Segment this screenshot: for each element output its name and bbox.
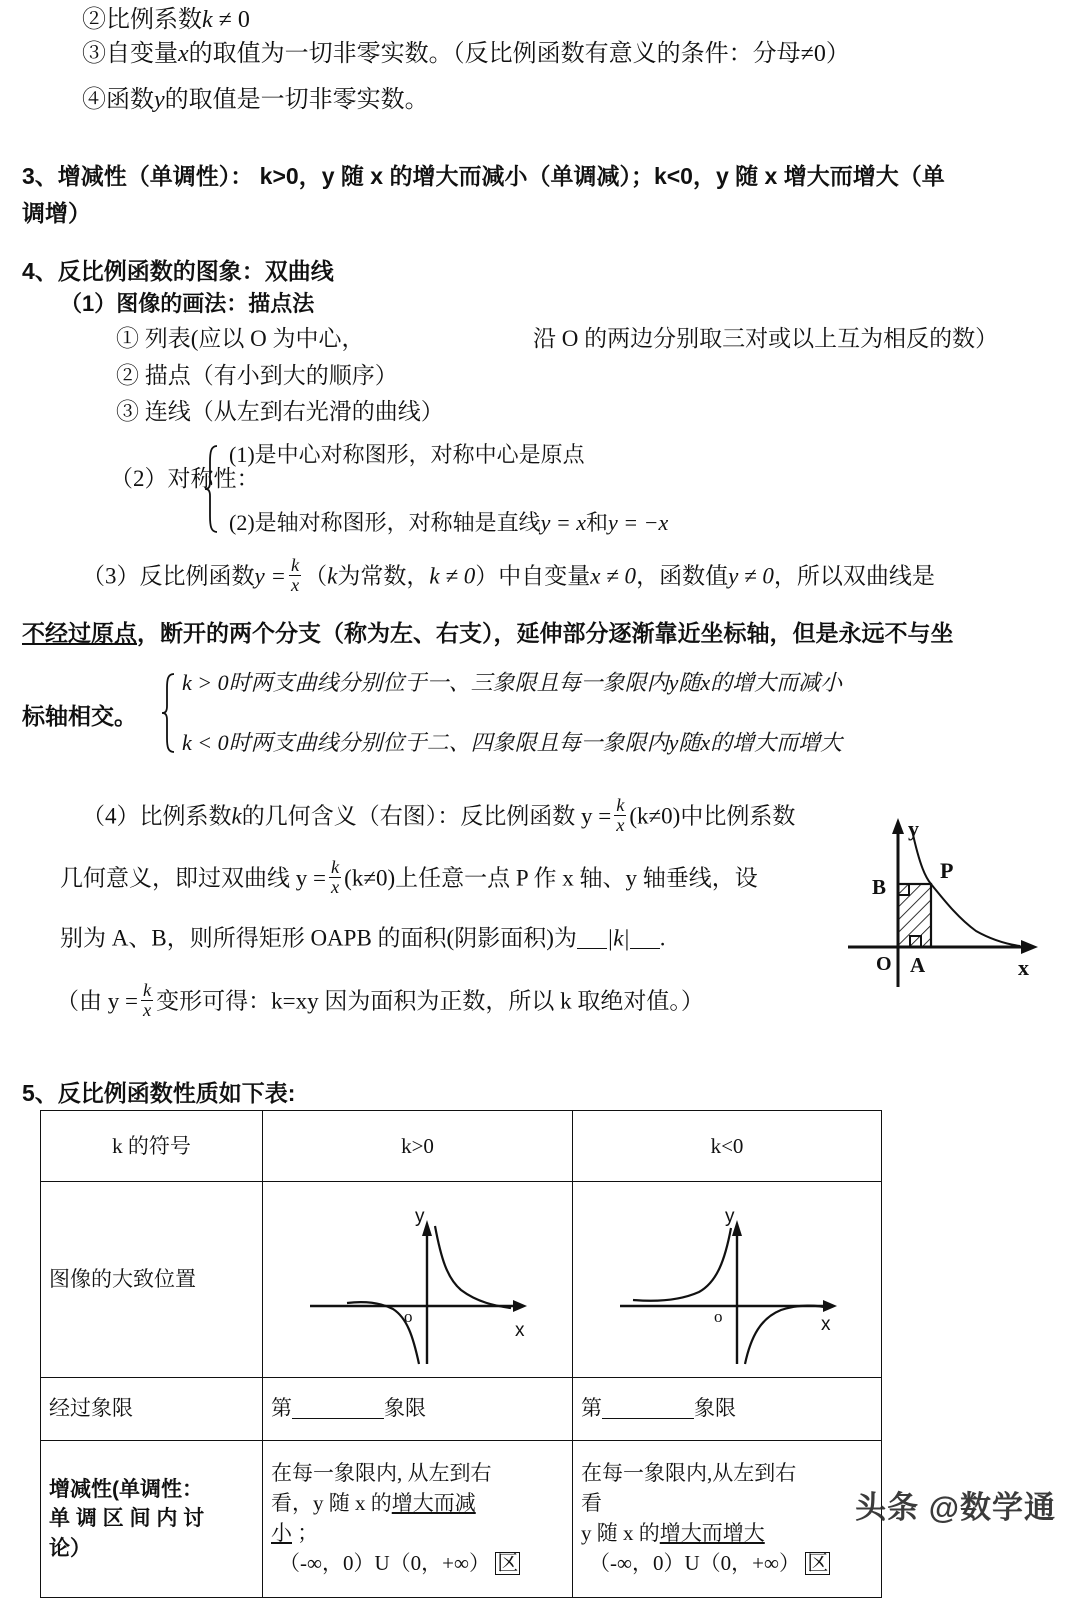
table-header-k-sign: k 的符号 [41, 1111, 263, 1182]
mono-pos-interval: （-∞，0）U（0，+∞） [279, 1550, 490, 1575]
graph-cell-k-positive [263, 1182, 573, 1378]
table-row-quadrants [41, 1377, 882, 1440]
svg-text:y: y [415, 1206, 425, 1227]
mono-pos-line-2 [271, 1489, 564, 1519]
list-item-2 [82, 8, 250, 32]
row-label-graph-position: 图像的大致位置 [41, 1182, 263, 1378]
mono-pos-line-2-text: 看，y 随 x 的 [271, 1491, 392, 1516]
draw-step-1-right: 沿 O 的两边分别取三对或以上互为相反的数） [533, 326, 999, 351]
figure-point-p-label: P [940, 858, 954, 883]
symmetry-brace-group [203, 444, 668, 534]
table-header-k-positive: k>0 [263, 1111, 573, 1182]
item-4-prefix: ④函数 [82, 87, 154, 113]
curly-brace-icon [203, 444, 219, 534]
sub4-line3-end: . [659, 925, 666, 951]
mono-pos-underline-2: 小 [271, 1520, 292, 1545]
sub4-k: k [231, 803, 242, 829]
mono-label-line-2: 单 调 区 间 内 讨 [49, 1507, 205, 1531]
answer-blank-right [630, 925, 660, 949]
item-3-prefix: ③自变量 [82, 41, 178, 67]
row-label-monotonicity [41, 1440, 263, 1597]
section-4-heading: 4、反比例函数的图象：双曲线 [22, 258, 334, 284]
fraction-k-over-x: $\frac{k}{x}$ [616, 794, 625, 835]
mono-pos-semicolon: ； [292, 1520, 319, 1545]
quadrant-suffix: 象限 [694, 1396, 736, 1421]
sub3-k: k [327, 563, 338, 589]
item-4-variable: y [154, 87, 165, 113]
section-4-sub4-line2 [60, 856, 758, 901]
section-4-sub3-line1 [82, 554, 935, 599]
sub3-y-nonzero: y ≠ 0 [728, 563, 774, 589]
quadrant-brace-group [160, 672, 842, 754]
svg-text:o: o [404, 1307, 413, 1326]
section-5-heading: 5、反比例函数性质如下表: [22, 1080, 296, 1106]
sub4-line3-a: 别为 A、B，则所得矩形 OAPB 的面积(阴影面积)为 [60, 925, 577, 951]
section-4-sub4-line3 [60, 925, 665, 950]
symmetry-line-2-text: (2)是轴对称图形，对称轴是直线 [229, 510, 541, 535]
section-4-sub3-line2 [22, 622, 954, 645]
sub3-x-nonzero: x ≠ 0 [590, 563, 637, 589]
margin-figure-oapb [840, 812, 1055, 997]
mono-neg-interval: （-∞，0）U（0，+∞） [589, 1550, 800, 1575]
not-through-origin-underlined: 不经过原点 [22, 620, 137, 646]
mono-neg-line-4 [581, 1549, 873, 1579]
section-3-heading-line2: 调增） [22, 200, 91, 226]
list-item-4 [82, 88, 429, 112]
symmetry-line-1: (1)是中心对称图形，对称中心是原点 [229, 442, 585, 467]
table-row-graph-position [41, 1182, 882, 1378]
symmetry-line-2-mid: 和 [586, 510, 609, 535]
answer-blank-left [577, 925, 607, 949]
mono-pos-line-3 [271, 1519, 564, 1549]
sub4-line4-a: （由 y = [56, 988, 138, 1014]
section-4-sub1: （1）图像的画法：描点法 [60, 291, 315, 316]
curly-brace-icon [160, 672, 176, 754]
sub3-y: y = [254, 563, 286, 589]
symmetry-line-2 [229, 512, 668, 534]
mono-label-line-1: 增减性(单调性： [49, 1477, 203, 1501]
fraction-k-over-x: $\frac{k}{x}$ [142, 979, 152, 1020]
sub3-prefix: （3）反比例函数 [82, 563, 255, 589]
sub4-line2-b: (k≠0)上任意一点 P 作 x 轴、y 轴垂线，设 [344, 865, 758, 891]
properties-table [40, 1110, 882, 1598]
svg-text:x: x [820, 1314, 830, 1335]
sub3-k-nonzero: k ≠ 0 [429, 563, 476, 589]
item-2-variable: k [202, 7, 213, 33]
quadrant-prefix: 第 [581, 1396, 602, 1421]
fraction-k-over-x: $\frac{k}{x}$ [330, 856, 340, 897]
mono-pos-line-1: 在每一象限内, 从左到右 [271, 1461, 492, 1486]
quadrant-answer-k-negative [573, 1377, 882, 1440]
table-header-k-negative: k<0 [573, 1111, 882, 1182]
section-4-sub4-line4 [56, 979, 704, 1024]
mono-pos-underline-1: 增大而减 [391, 1491, 476, 1516]
sub4-line2-a: 几何意义，即过双曲线 y = [60, 865, 326, 891]
section-4-sub4-line1 [82, 794, 796, 839]
fraction-k-over-x: $\frac{k}{x}$ [290, 554, 300, 595]
mono-neg-line-3 [581, 1519, 873, 1549]
sub4-c: (k≠0)中比例系数 [629, 803, 796, 829]
sub4-line4-b: 变形可得：k=xy 因为面积为正数，所以 k 取绝对值。） [156, 988, 704, 1014]
sub3-b: （ [304, 563, 328, 589]
sub3-d: ）中自变量 [475, 563, 591, 589]
item-3-variable: x [178, 41, 189, 67]
section-4-sub3-line3-label: 标轴相交。 [22, 703, 137, 729]
mono-neg-line-3-text: y 随 x 的 [581, 1520, 660, 1545]
svg-text:x: x [515, 1320, 525, 1341]
list-item-3 [82, 42, 850, 66]
draw-step-1-left: ① 列表(应以 O 为中心， [116, 326, 365, 351]
mono-neg-line-1: 在每一象限内,从左到右 [581, 1461, 797, 1486]
table-header-row [41, 1111, 882, 1182]
symmetry-axis-eq-2: y = −x [608, 510, 669, 535]
quadrant-k-negative: k < 0时两支曲线分别位于二、四象限且每一象限内y随x的增大而增大 [182, 730, 843, 755]
quadrant-suffix: 象限 [384, 1396, 426, 1421]
quadrant-prefix: 第 [271, 1396, 292, 1421]
item-3-rest: 的取值为一切非零实数。（反比例函数有意义的条件：分母≠0） [188, 41, 850, 67]
table-row-monotonicity [41, 1440, 882, 1597]
figure-origin-label: O [876, 953, 892, 975]
figure-axis-y-label: y [908, 816, 919, 841]
mono-pos-region-box: 区 [497, 1550, 519, 1575]
sub4-b: 的几何含义（右图）：反比例函数 y = [241, 803, 612, 829]
item-4-rest: 的取值是一切非零实数。 [164, 87, 429, 113]
mono-neg-line-2: 看 [581, 1491, 602, 1516]
sub3-f: ，所以双曲线是 [773, 563, 935, 589]
hyperbola-chart-k-positive [275, 1186, 560, 1366]
mono-neg-region-box: 区 [807, 1550, 829, 1575]
mono-pos-line-4 [271, 1549, 564, 1579]
sub3-line2-rest: ，断开的两个分支（称为左、右支），延伸部分逐渐靠近坐标轴，但是永远不与坐 [137, 620, 954, 646]
abs-k-answer: |k| [606, 925, 630, 951]
figure-point-b-label: B [872, 875, 887, 899]
monotonicity-k-negative [573, 1440, 882, 1597]
item-2-relation: ≠ 0 [218, 7, 250, 33]
draw-step-2: ② 描点（有小到大的顺序） [116, 363, 398, 388]
symmetry-axis-eq-1: y = x [540, 510, 587, 535]
section-3-heading: 3、增减性（单调性）： k>0，y 随 x 的增大而减小（单调减）；k<0，y 随 x 增大而增大（单 [22, 163, 945, 189]
graph-cell-k-negative [573, 1182, 882, 1378]
sub3-e: ，函数值 [636, 563, 729, 589]
hyperbola-chart-k-negative [585, 1186, 870, 1366]
svg-text:y: y [724, 1206, 734, 1227]
quadrant-blank[interactable] [292, 1397, 384, 1419]
symmetry-label: （2）对称性： [110, 466, 260, 491]
mono-neg-underline: 增大而增大 [659, 1520, 765, 1545]
mono-label-line-3: 论） [49, 1536, 91, 1560]
figure-point-a-label: A [910, 953, 926, 977]
item-2-prefix: ②比例系数 [82, 7, 202, 33]
quadrant-brace-lines [176, 672, 842, 754]
quadrant-answer-k-positive [263, 1377, 573, 1440]
draw-step-3: ③ 连线（从左到右光滑的曲线） [116, 399, 444, 424]
quadrant-k-positive: k > 0时两支曲线分别位于一、三象限且每一象限内y随x的增大而减小 [182, 670, 843, 695]
quadrant-blank[interactable] [602, 1397, 694, 1419]
monotonicity-k-positive [263, 1440, 573, 1597]
row-label-quadrants: 经过象限 [41, 1377, 263, 1440]
figure-axis-x-label: x [1018, 955, 1029, 980]
svg-text:o: o [713, 1307, 722, 1326]
sub4-prefix: （4）比例系数 [82, 803, 232, 829]
watermark: 头条 @数学通 [855, 1490, 1056, 1525]
sub3-c: 为常数， [337, 563, 430, 589]
symmetry-brace-lines [219, 444, 668, 534]
